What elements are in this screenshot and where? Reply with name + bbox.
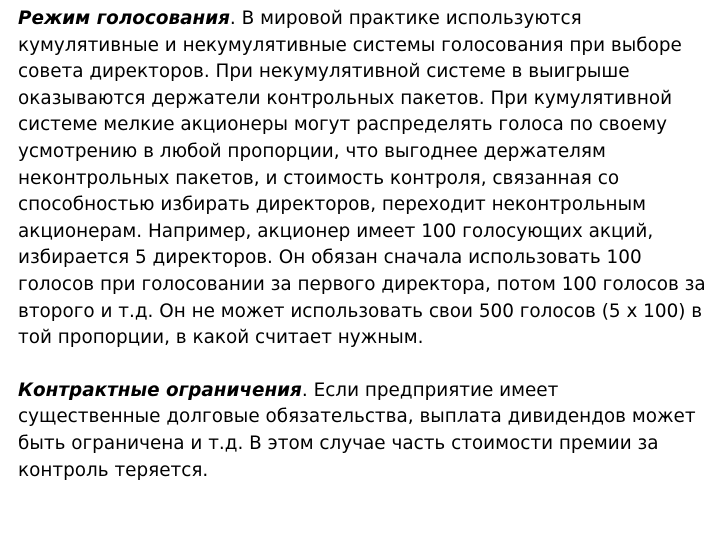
paragraph-body: Если предприятие имеет существенные долговые обязательства, выплата дивидендов может быть ограничена и т.д. В этом случае часть стоимости премии за контроль теряется. — [18, 379, 696, 481]
text-content — [18, 6, 706, 484]
paragraph-voting-mode — [18, 6, 706, 352]
paragraph-heading: Режим голосования — [18, 8, 230, 29]
paragraph-body: В мировой практике используются кумулятивные и некумулятивные системы голосования при выборе совета директоров. При некумулятивной системе в выигрыше оказываются держатели контрольных пакетов. При кумулятивной системе мелкие акционеры могут распределять голоса по своему усмотрению в любой пропорции, что выгоднее держателям неконтрольных пакетов, и стоимость контроля, связанная со способностью избирать директоров, переходит неконтрольным акционерам. Например, акционер имеет 100 голосующих акций, избирается 5 директоров. Он обязан сначала использовать 100 голосов при голосовании за первого директора, потом 100 голосов за второго и т.д. Он не может использовать свои 500 голосов (5 х 100) в той пропорции, в какой считает нужным. — [18, 8, 706, 349]
paragraph-contract-restrictions — [18, 378, 706, 484]
paragraph-heading: Контрактные ограничения — [18, 379, 302, 401]
paragraph-heading-punctuation: . — [301, 379, 308, 401]
paragraph-heading-punctuation: . — [229, 8, 236, 29]
